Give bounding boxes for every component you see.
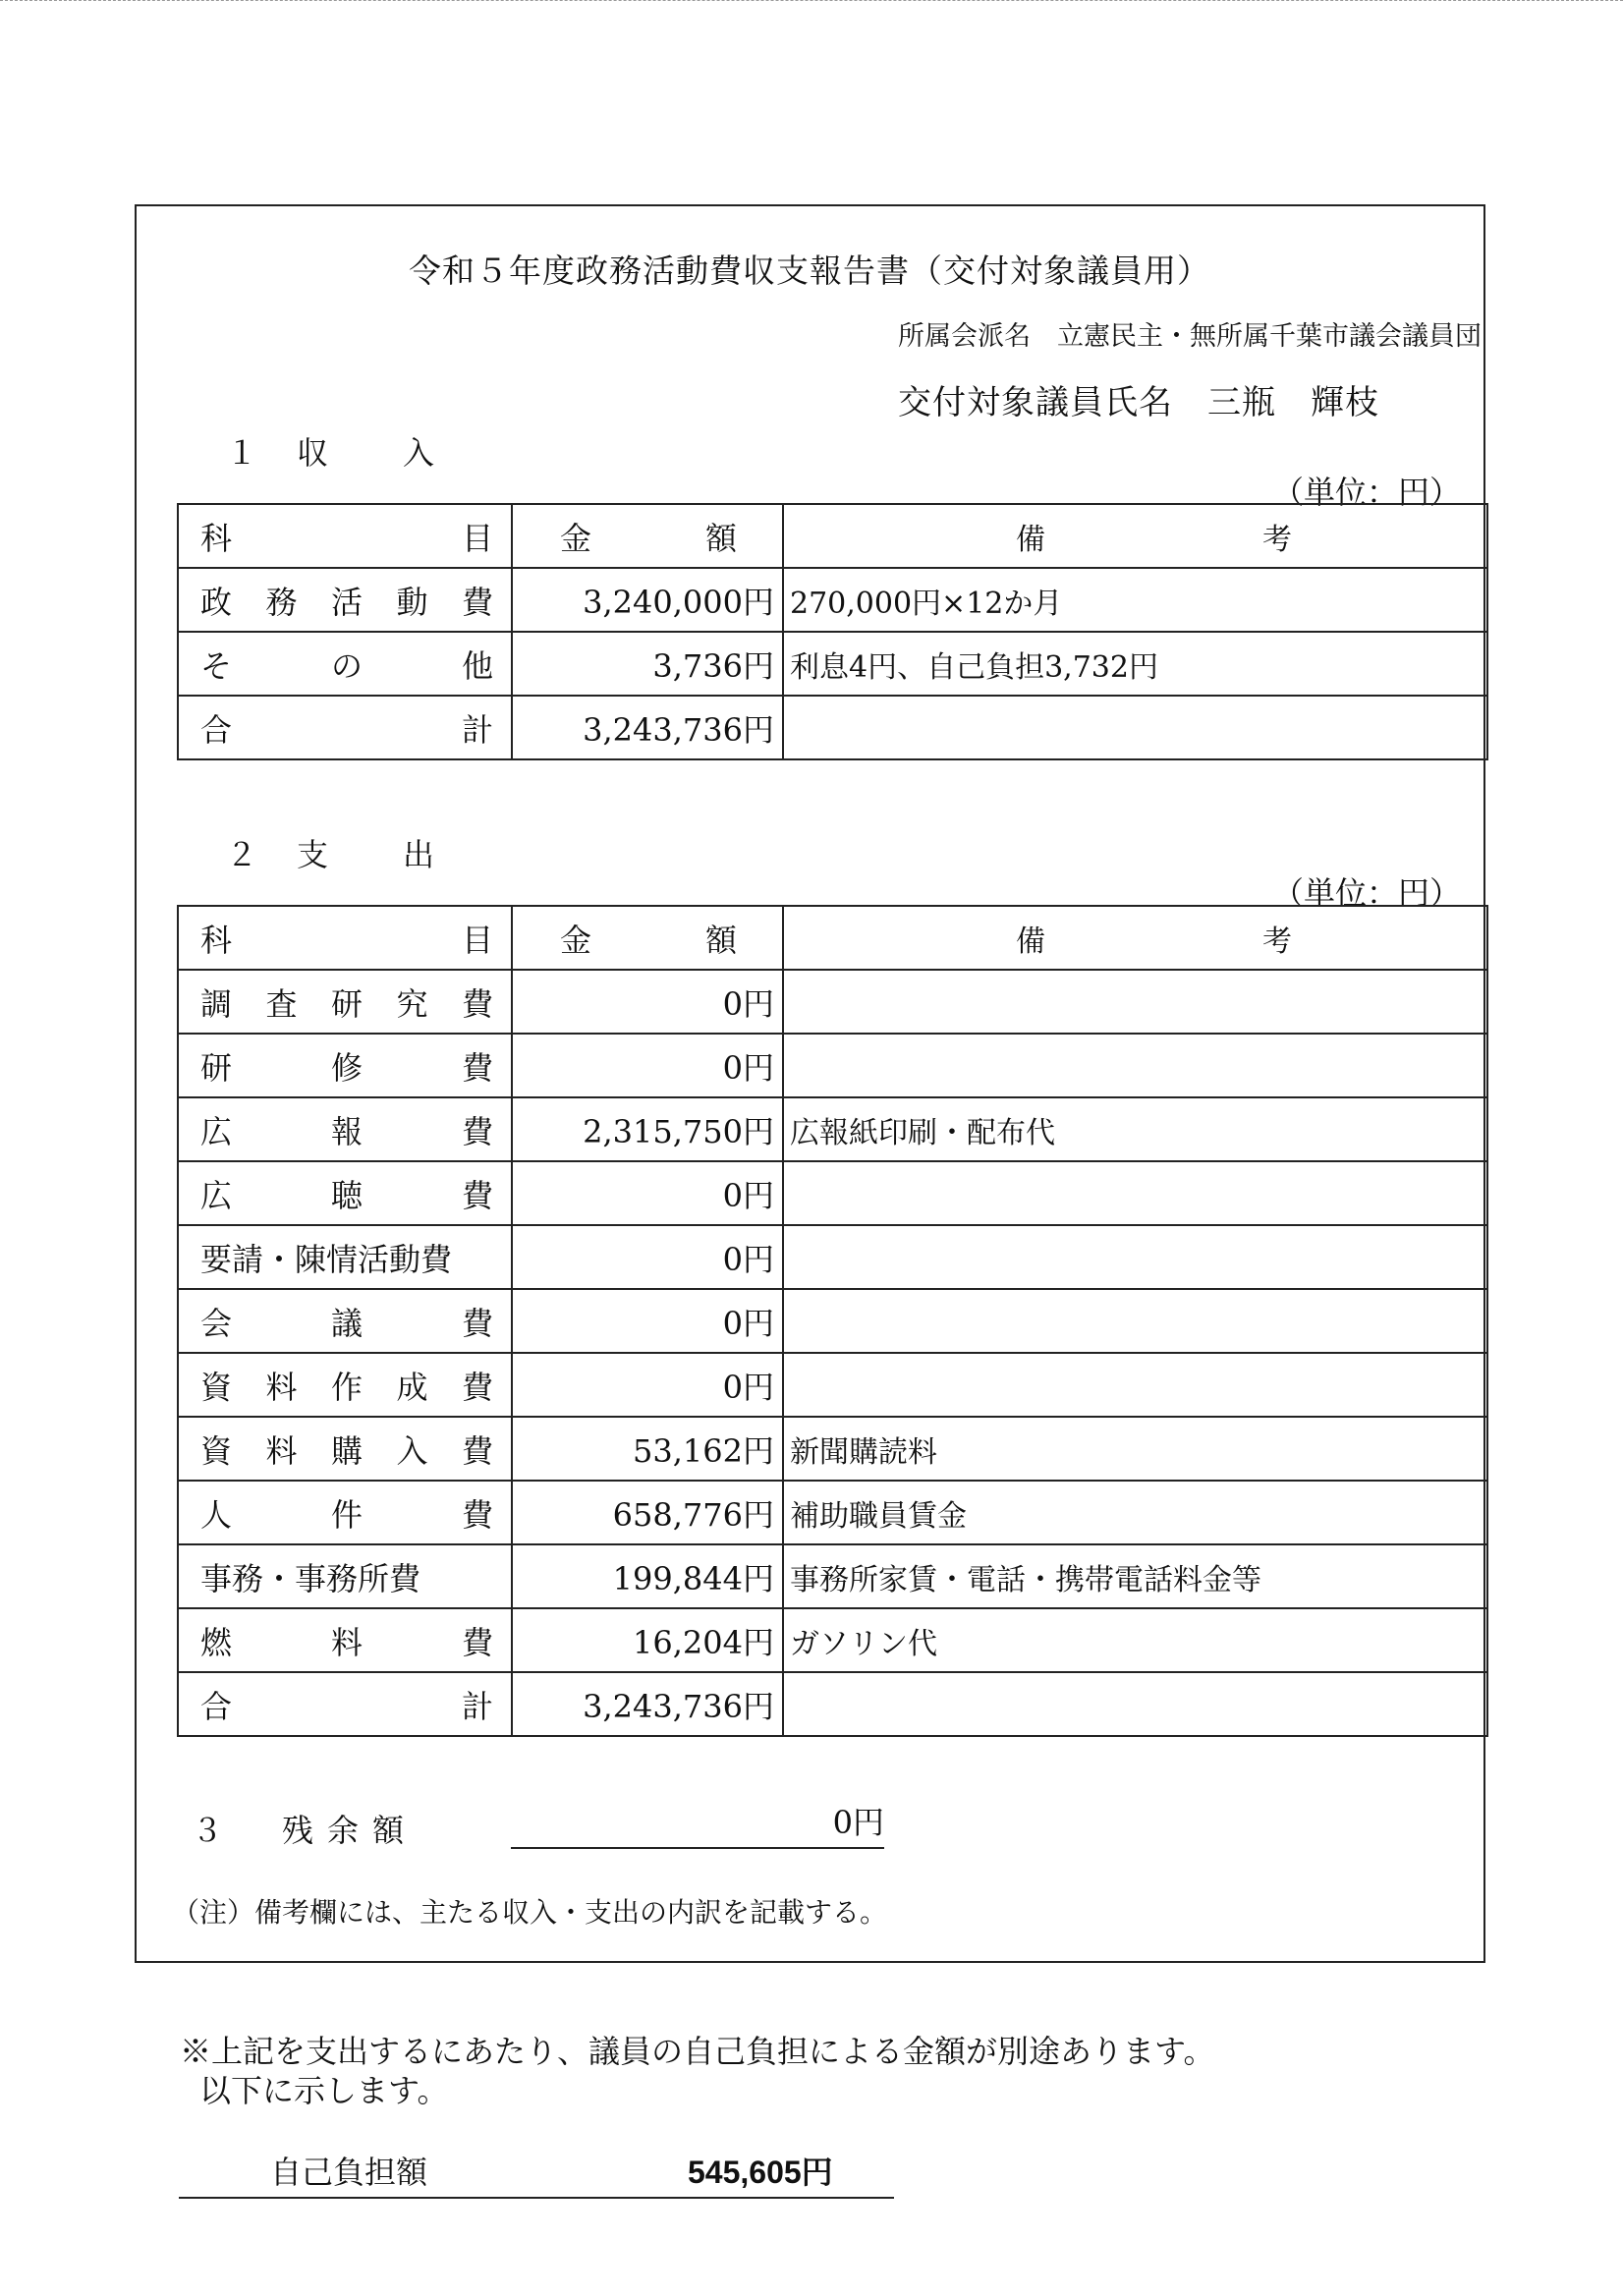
item-cell [178,1481,512,1544]
note-cell [783,1353,1487,1417]
item-label-char: 資 [200,1431,233,1470]
amount-cell: 0円 [512,1161,783,1225]
item-label-char: 作 [330,1368,363,1406]
table-header-row [178,906,1487,970]
balance-label: ３ 残余額 [192,1812,419,1849]
item-label-char: 会 [200,1304,233,1342]
item-label-char: 費 [461,583,493,621]
note-cell: 利息4円、自己負担3,732円 [783,632,1487,696]
income-unit: （単位：円） [1271,474,1461,511]
header-amount-cell [512,906,783,970]
balance-value: 0円 [511,1798,884,1849]
item-label-char: 合 [200,710,233,749]
header-amount-char: 金 [560,921,592,959]
item-label-char: 燃 [200,1623,233,1661]
item-cell [178,632,512,696]
table-row [178,1097,1487,1161]
note-cell: 事務所家賃・電話・携帯電話料金等 [783,1544,1487,1608]
header-note-char: 考 [1262,522,1292,557]
header-note-char: 備 [1016,522,1045,557]
item-label-char: 費 [461,1304,493,1342]
income-heading: １ 収 入 [226,434,439,472]
item-label-char: 活 [330,583,363,621]
item-label-char: 政 [200,583,233,621]
item-label-char: 動 [396,583,428,621]
amount-cell: 0円 [512,1034,783,1097]
header-item-char: 目 [461,921,493,959]
amount-cell: 53,162円 [512,1417,783,1481]
item-label-char: 研 [330,984,363,1023]
item-label-char: 入 [396,1431,428,1470]
table-row [178,1289,1487,1353]
footnote: （注）備考欄には、主たる収入・支出の内訳を記載する。 [172,1896,888,1929]
item-label [187,1299,503,1344]
expense-heading: ２ 支 出 [226,836,439,873]
item-label [187,642,503,687]
header-amount [521,514,774,559]
member-name: 交付対象議員氏名 三瓶 輝枝 [898,383,1379,422]
table-row [178,1417,1487,1481]
item-cell [178,1225,512,1289]
item-label: 事務・事務所費 [200,1559,421,1597]
item-label [187,705,503,751]
item-label-char: 費 [461,1495,493,1534]
header-item [187,916,503,961]
item-cell [178,1544,512,1608]
item-label [187,1490,503,1536]
item-label-char: 費 [461,984,493,1023]
item-label-char: 聴 [330,1176,363,1214]
header-note-cell [783,504,1487,568]
income-table [177,503,1488,760]
item-label-char: 費 [461,1431,493,1470]
item-label-char: 修 [330,1048,363,1087]
item-label-char: 究 [396,984,428,1023]
item-label-char: 費 [461,1368,493,1406]
expense-unit: （単位：円） [1271,874,1461,912]
item-cell [178,1161,512,1225]
note-cell: 新聞購読料 [783,1417,1487,1481]
amount-cell: 3,243,736円 [512,696,783,759]
item-label-char: 計 [461,710,493,749]
amount-cell: 0円 [512,1353,783,1417]
item-label-char: 査 [265,984,298,1023]
header-item-cell [178,504,512,568]
item-label-char: 議 [330,1304,363,1342]
item-label [187,1427,503,1472]
item-label-char: 費 [461,1112,493,1150]
item-cell [178,1672,512,1736]
amount-cell: 16,204円 [512,1608,783,1672]
note-cell [783,1289,1487,1353]
item-label [187,1171,503,1216]
item-label-char: 件 [330,1495,363,1534]
table-row [178,1608,1487,1672]
item-label-char: 研 [200,1048,233,1087]
table-row [178,1672,1487,1736]
table-row [178,1225,1487,1289]
table-row [178,1481,1487,1544]
note-cell: ガソリン代 [783,1608,1487,1672]
item-label-char: 費 [461,1048,493,1087]
table-row [178,632,1487,696]
expense-table [177,905,1488,1737]
header-amount-char: 額 [704,921,737,959]
item-cell [178,568,512,632]
item-label-char: 費 [461,1623,493,1661]
item-label-char: 調 [200,984,233,1023]
table-row [178,1161,1487,1225]
item-cell [178,1353,512,1417]
amount-cell: 658,776円 [512,1481,783,1544]
amount-cell: 0円 [512,970,783,1034]
top-edge-line [0,0,1623,1]
item-label-char: 料 [330,1623,363,1661]
header-amount-char: 金 [560,519,592,557]
item-label-char: 広 [200,1176,233,1214]
header-item [187,514,503,559]
header-note-char: 備 [1016,924,1045,959]
note-cell [783,696,1487,759]
amount-cell: 0円 [512,1225,783,1289]
item-label [187,1043,503,1089]
self-burden-label: 自己負担額 [270,2155,428,2190]
header-item-cell [178,906,512,970]
header-note-cell [783,906,1487,970]
item-label-char: 成 [396,1368,428,1406]
note-cell: 補助職員賃金 [783,1481,1487,1544]
item-cell [178,970,512,1034]
header-note [790,515,1479,558]
item-label-char: 購 [330,1431,363,1470]
note-cell: 270,000円×12か月 [783,568,1487,632]
item-cell [178,1034,512,1097]
remark-line-2: 以下に示します。 [199,2072,449,2109]
table-row [178,696,1487,759]
item-label-char: の [330,646,363,685]
item-label [187,1682,503,1727]
amount-cell: 3,736円 [512,632,783,696]
note-cell [783,1672,1487,1736]
amount-cell: 0円 [512,1289,783,1353]
header-amount-char: 額 [704,519,737,557]
item-label-char: 務 [265,583,298,621]
item-label-char: そ [200,646,233,685]
item-cell [178,1417,512,1481]
amount-cell: 3,240,000円 [512,568,783,632]
item-cell [178,1289,512,1353]
item-label [187,1618,503,1663]
item-label-char: 計 [461,1687,493,1725]
header-item-char: 目 [461,519,493,557]
item-label-char: 合 [200,1687,233,1725]
header-note [790,917,1479,960]
self-burden-underline [179,2197,894,2199]
amount-cell: 199,844円 [512,1544,783,1608]
item-cell [178,1097,512,1161]
item-label-char: 広 [200,1112,233,1150]
note-cell [783,970,1487,1034]
item-label [187,980,503,1025]
header-item-char: 科 [200,519,233,557]
note-cell [783,1225,1487,1289]
item-label-char: 報 [330,1112,363,1150]
item-label [187,578,503,623]
header-amount-cell [512,504,783,568]
table-row [178,970,1487,1034]
document-title: 令和５年度政務活動費収支報告書（交付対象議員用） [409,252,1210,290]
item-label-char: 料 [265,1431,298,1470]
self-burden-value: 545,605円 [688,2155,833,2190]
item-label-char: 人 [200,1495,233,1534]
note-cell: 広報紙印刷・配布代 [783,1097,1487,1161]
item-label-char: 料 [265,1368,298,1406]
item-label: 要請・陳情活動費 [200,1240,453,1278]
note-cell [783,1161,1487,1225]
item-label [187,1107,503,1152]
header-note-char: 考 [1262,924,1292,959]
table-row [178,1353,1487,1417]
item-label-char: 他 [461,646,493,685]
faction-name: 所属会派名 立憲民主・無所属千葉市議会議員団 [898,321,1482,352]
item-label-char: 費 [461,1176,493,1214]
item-label-char: 資 [200,1368,233,1406]
table-row [178,1034,1487,1097]
item-cell [178,696,512,759]
item-label [187,1363,503,1408]
item-cell [178,1608,512,1672]
amount-cell: 3,243,736円 [512,1672,783,1736]
header-item-char: 科 [200,921,233,959]
amount-cell: 2,315,750円 [512,1097,783,1161]
table-row [178,568,1487,632]
table-header-row [178,504,1487,568]
remark-line-1: ※上記を支出するにあたり、議員の自己負担による金額が別途あります。 [180,2033,1215,2070]
header-amount [521,916,774,961]
table-row [178,1544,1487,1608]
note-cell [783,1034,1487,1097]
